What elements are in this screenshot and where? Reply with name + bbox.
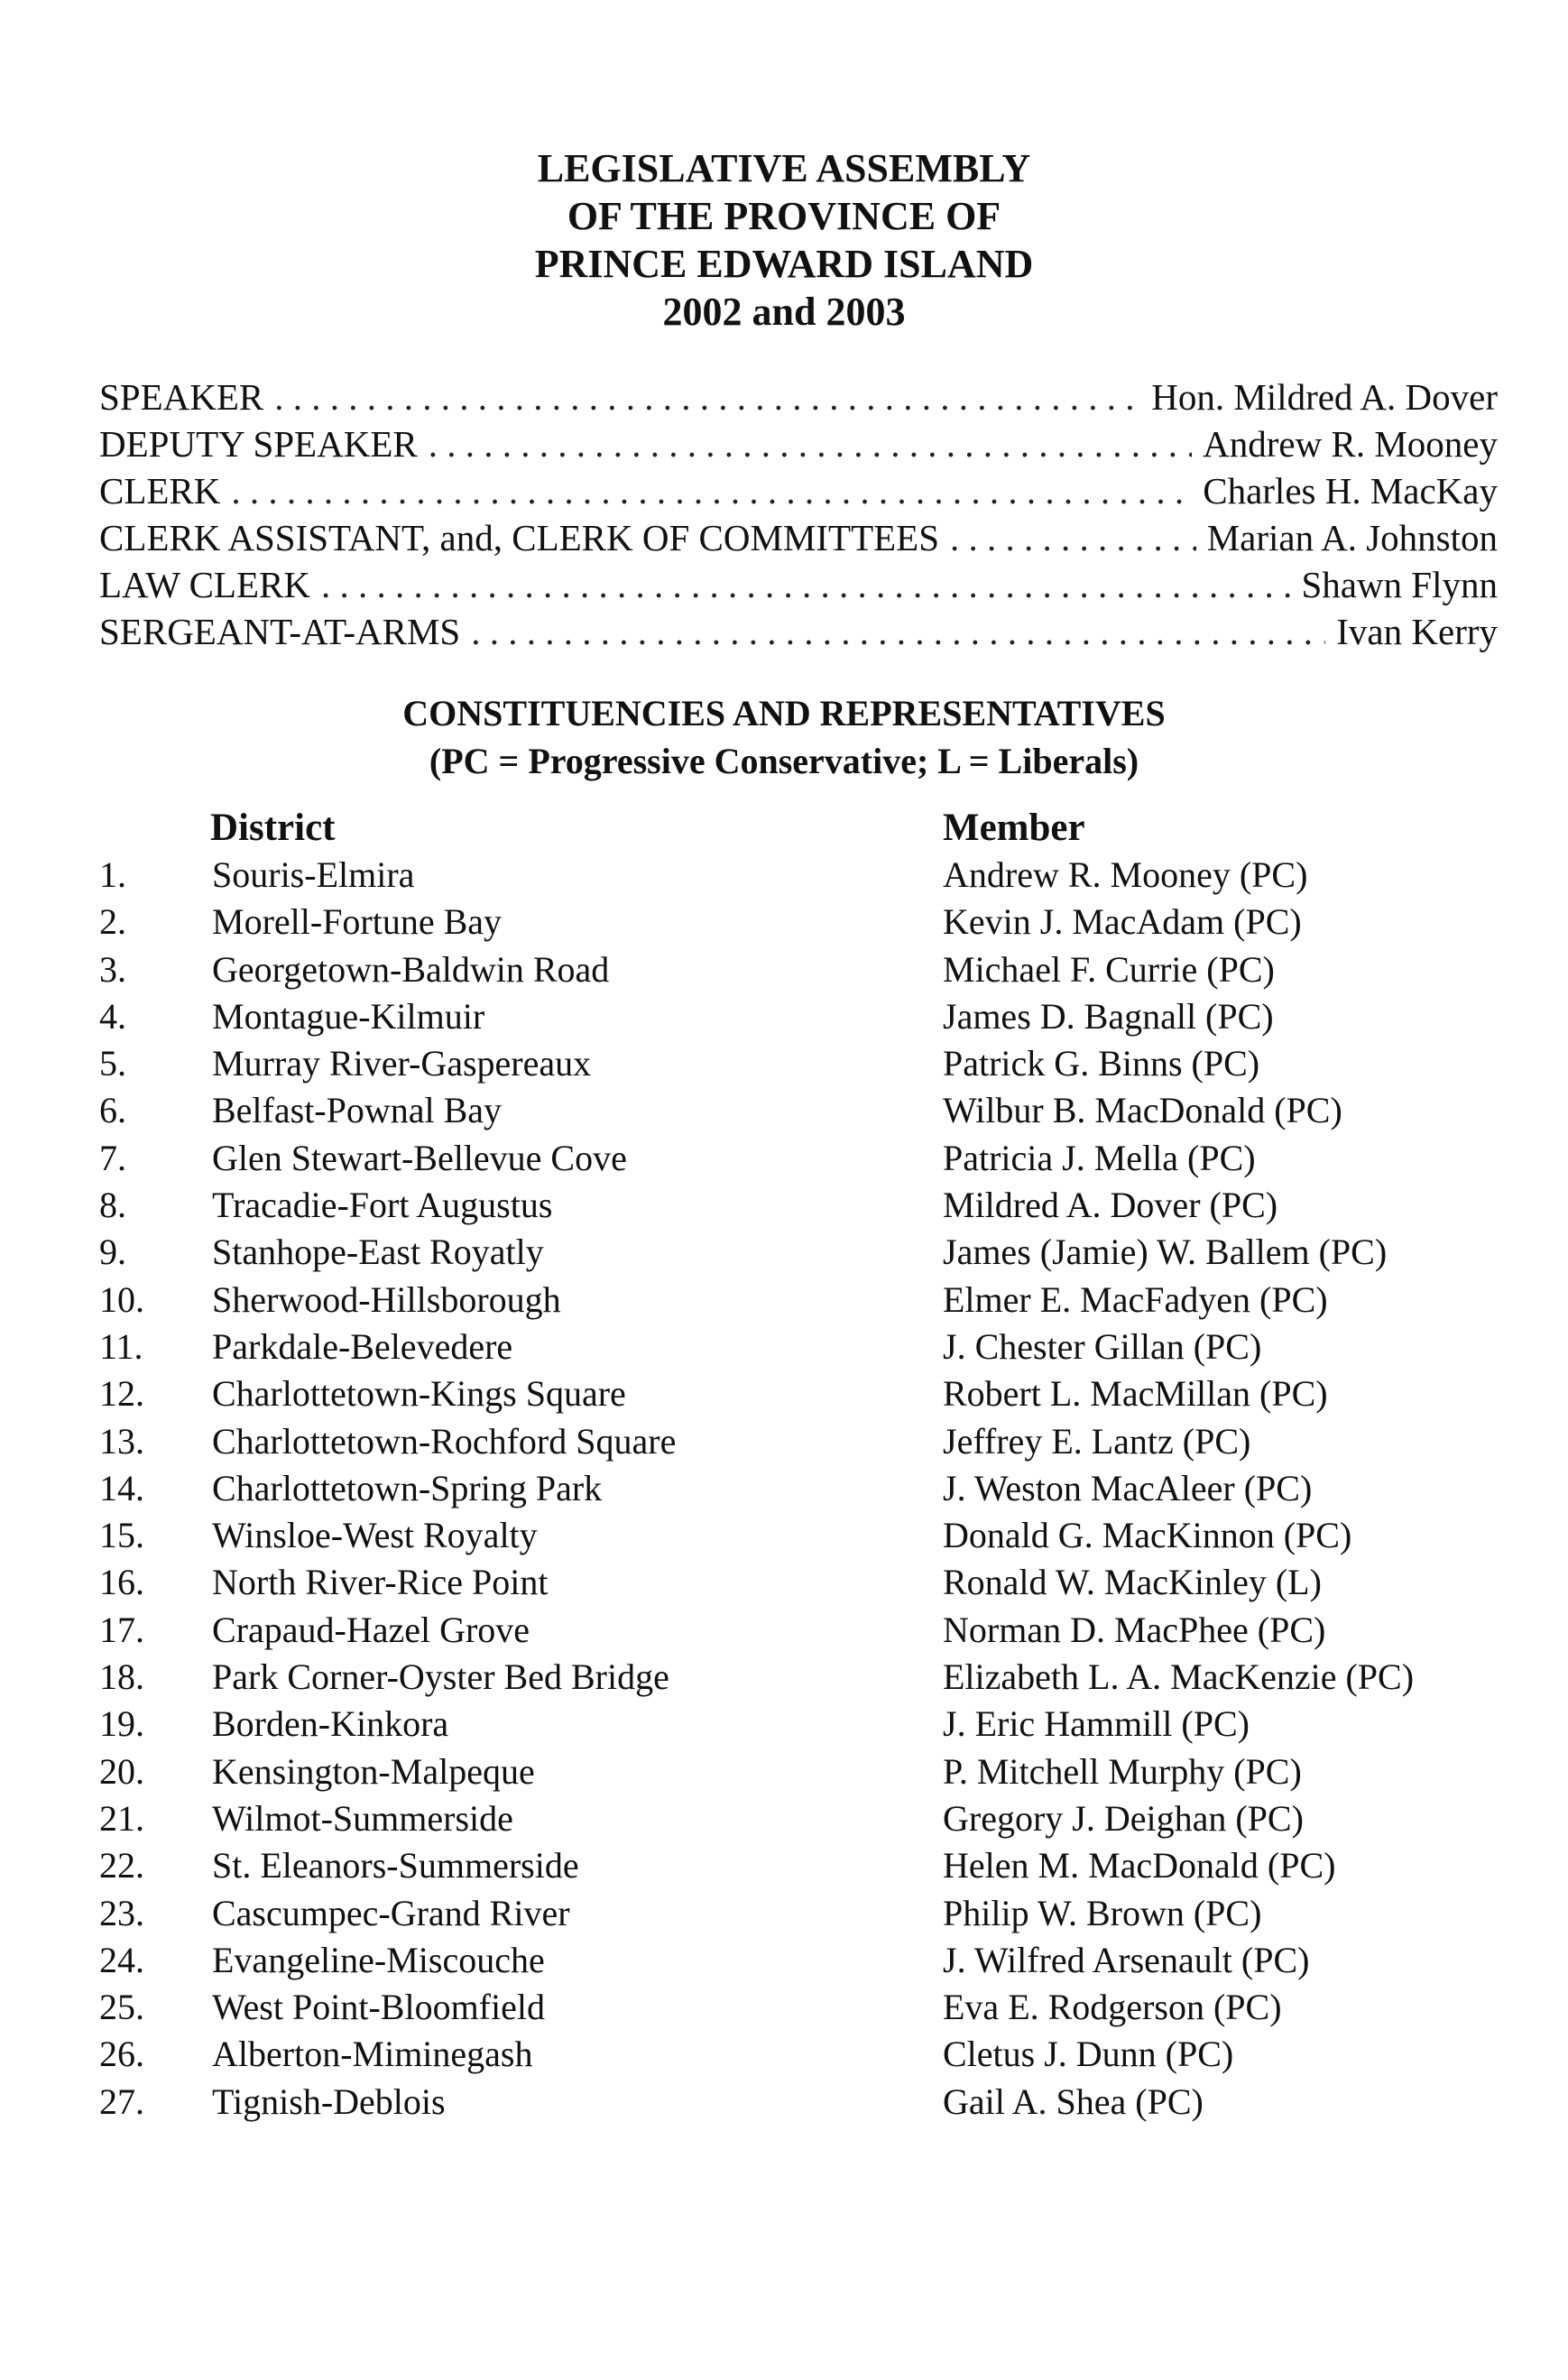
member-name: Gail A. Shea (PC)	[943, 2080, 1204, 2122]
title-line: PRINCE EDWARD ISLAND	[534, 242, 1034, 286]
table-row	[0, 2079, 1568, 2126]
table-row	[0, 1701, 1568, 1748]
member-name: J. Wilfred Arsenault (PC)	[943, 1939, 1310, 1980]
district-name: Charlottetown-Spring Park	[212, 1467, 603, 1508]
officer-row	[99, 420, 1498, 467]
district-name: Wilmot-Summerside	[212, 1797, 513, 1839]
row-number: 20.	[99, 1750, 144, 1792]
officer-row	[99, 467, 1498, 514]
officer-name: Andrew R. Mooney	[1203, 423, 1498, 465]
member-name: Michael F. Currie (PC)	[943, 948, 1275, 990]
district-name: Cascumpec-Grand River	[212, 1892, 570, 1933]
member-name: Elizabeth L. A. MacKenzie (PC)	[943, 1656, 1415, 1698]
constituency-table	[0, 852, 1568, 2126]
row-number: 16.	[99, 1562, 144, 1603]
table-row	[0, 1842, 1568, 1889]
column-header-member: Member	[943, 807, 1085, 849]
table-row	[0, 1559, 1568, 1606]
row-number: 7.	[99, 1137, 126, 1178]
table-row	[0, 946, 1568, 993]
title-line: OF THE PROVINCE OF	[567, 194, 1001, 238]
row-number: 2.	[99, 901, 126, 943]
table-row	[0, 1087, 1568, 1134]
table-row	[0, 1465, 1568, 1512]
district-name: Stanhope-East Royatly	[212, 1232, 544, 1273]
member-name: Cletus J. Dunn (PC)	[943, 2034, 1234, 2075]
district-name: Murray River-Gaspereaux	[212, 1043, 592, 1084]
row-number: 4.	[99, 995, 126, 1037]
row-number: 17.	[99, 1609, 144, 1650]
member-name: Kevin J. MacAdam (PC)	[943, 901, 1302, 943]
table-row	[0, 1229, 1568, 1276]
district-name: Tracadie-Fort Augustus	[212, 1185, 553, 1226]
member-name: Norman D. MacPhee (PC)	[943, 1609, 1326, 1650]
district-name: St. Eleanors-Summerside	[212, 1845, 579, 1886]
district-name: Glen Stewart-Bellevue Cove	[212, 1137, 627, 1178]
row-number: 27.	[99, 2080, 144, 2122]
row-number: 10.	[99, 1278, 144, 1320]
member-name: Philip W. Brown (PC)	[943, 1892, 1262, 1933]
district-name: Tignish-Deblois	[212, 2080, 446, 2122]
officer-role: DEPUTY SPEAKER	[99, 423, 418, 465]
table-row	[0, 2031, 1568, 2078]
table-row	[0, 1135, 1568, 1182]
district-name: Kensington-Malpeque	[212, 1750, 535, 1792]
row-number: 3.	[99, 948, 126, 990]
officer-row	[99, 608, 1498, 655]
district-name: Montague-Kilmuir	[212, 995, 485, 1037]
district-name: Souris-Elmira	[212, 854, 415, 895]
section-heading	[0, 689, 1568, 785]
table-row	[0, 993, 1568, 1040]
district-name: Park Corner-Oyster Bed Bridge	[212, 1656, 669, 1698]
member-name: Patrick G. Binns (PC)	[943, 1043, 1260, 1084]
table-row	[0, 1890, 1568, 1937]
row-number: 8.	[99, 1185, 126, 1226]
member-name: Donald G. MacKinnon (PC)	[943, 1515, 1352, 1556]
table-row	[0, 852, 1568, 899]
officer-row	[99, 514, 1498, 561]
member-name: Elmer E. MacFadyen (PC)	[943, 1278, 1328, 1320]
officers-list	[99, 374, 1498, 655]
table-row	[0, 1370, 1568, 1417]
section-subtitle: (PC = Progressive Conservative; L = Liberals)	[429, 741, 1139, 781]
row-number: 11.	[99, 1325, 143, 1367]
district-name: Morell-Fortune Bay	[212, 901, 503, 943]
district-name: Georgetown-Baldwin Road	[212, 948, 610, 990]
title-line: LEGISLATIVE ASSEMBLY	[537, 146, 1031, 190]
officer-role: CLERK ASSISTANT, and, CLERK OF COMMITTEES	[99, 517, 940, 558]
row-number: 22.	[99, 1845, 144, 1886]
officer-role: SPEAKER	[99, 376, 264, 418]
member-name: P. Mitchell Murphy (PC)	[943, 1750, 1302, 1792]
member-name: J. Eric Hammill (PC)	[943, 1703, 1250, 1745]
district-name: Belfast-Pownal Bay	[212, 1090, 503, 1131]
table-row	[0, 899, 1568, 946]
table-row	[0, 1324, 1568, 1370]
table-row	[0, 1040, 1568, 1087]
table-row	[0, 1418, 1568, 1465]
district-name: Crapaud-Hazel Grove	[212, 1609, 530, 1650]
member-name: Wilbur B. MacDonald (PC)	[943, 1090, 1342, 1131]
table-row	[0, 1984, 1568, 2031]
member-name: Mildred A. Dover (PC)	[943, 1185, 1278, 1226]
row-number: 18.	[99, 1656, 144, 1698]
column-header-district: District	[210, 807, 336, 849]
officer-role: SERGEANT-AT-ARMS	[99, 611, 461, 652]
table-row	[0, 1607, 1568, 1654]
document-title	[0, 144, 1568, 336]
district-name: Borden-Kinkora	[212, 1703, 449, 1745]
row-number: 13.	[99, 1420, 144, 1462]
member-name: Ronald W. MacKinley (L)	[943, 1562, 1322, 1603]
dot-leader	[429, 420, 1192, 467]
member-name: James (Jamie) W. Ballem (PC)	[943, 1232, 1388, 1273]
row-number: 15.	[99, 1515, 144, 1556]
table-row	[0, 1182, 1568, 1229]
table-row	[0, 1795, 1568, 1842]
table-row	[0, 1937, 1568, 1984]
district-name: Alberton-Miminegash	[212, 2034, 533, 2075]
member-name: Andrew R. Mooney (PC)	[943, 854, 1308, 895]
officer-name: Ivan Kerry	[1336, 611, 1498, 652]
row-number: 24.	[99, 1939, 144, 1980]
member-name: Robert L. MacMillan (PC)	[943, 1373, 1328, 1415]
district-name: Evangeline-Miscouche	[212, 1939, 545, 1980]
officer-name: Charles H. MacKay	[1203, 470, 1498, 512]
dot-leader	[471, 608, 1325, 655]
section-title: CONSTITUENCIES AND REPRESENTATIVES	[402, 693, 1166, 733]
member-name: Helen M. MacDonald (PC)	[943, 1845, 1336, 1886]
row-number: 21.	[99, 1797, 144, 1839]
title-years: 2002 and 2003	[662, 290, 906, 334]
row-number: 26.	[99, 2034, 144, 2075]
member-name: Jeffrey E. Lantz (PC)	[943, 1420, 1251, 1462]
district-name: Charlottetown-Rochford Square	[212, 1420, 677, 1462]
member-name: J. Weston MacAleer (PC)	[943, 1467, 1313, 1508]
row-number: 23.	[99, 1892, 144, 1933]
district-name: North River-Rice Point	[212, 1562, 549, 1603]
officer-name: Hon. Mildred A. Dover	[1151, 376, 1498, 418]
table-header	[0, 805, 1568, 852]
row-number: 25.	[99, 1987, 144, 2028]
dot-leader	[321, 561, 1290, 608]
row-number: 14.	[99, 1467, 144, 1508]
row-number: 6.	[99, 1090, 126, 1131]
district-name: Charlottetown-Kings Square	[212, 1373, 626, 1415]
member-name: Eva E. Rodgerson (PC)	[943, 1987, 1282, 2028]
dot-leader	[274, 374, 1140, 420]
officer-role: CLERK	[99, 470, 221, 512]
dot-leader	[231, 467, 1192, 514]
officer-name: Marian A. Johnston	[1206, 517, 1498, 558]
dot-leader	[950, 514, 1196, 561]
district-name: Parkdale-Belevedere	[212, 1325, 513, 1367]
row-number: 12.	[99, 1373, 144, 1415]
district-name: Winsloe-West Royalty	[212, 1515, 538, 1556]
row-number: 19.	[99, 1703, 144, 1745]
table-row	[0, 1748, 1568, 1795]
member-name: Patricia J. Mella (PC)	[943, 1137, 1256, 1178]
row-number: 5.	[99, 1043, 126, 1084]
officer-row	[99, 374, 1498, 420]
officer-name: Shawn Flynn	[1301, 564, 1498, 605]
table-row	[0, 1512, 1568, 1559]
district-name: West Point-Bloomfield	[212, 1987, 545, 2028]
officer-role: LAW CLERK	[99, 564, 310, 605]
member-name: James D. Bagnall (PC)	[943, 995, 1274, 1037]
member-name: Gregory J. Deighan (PC)	[943, 1797, 1304, 1839]
table-row	[0, 1654, 1568, 1701]
table-row	[0, 1277, 1568, 1324]
row-number: 9.	[99, 1232, 126, 1273]
row-number: 1.	[99, 854, 126, 895]
officer-row	[99, 561, 1498, 608]
district-name: Sherwood-Hillsborough	[212, 1278, 561, 1320]
member-name: J. Chester Gillan (PC)	[943, 1325, 1262, 1367]
